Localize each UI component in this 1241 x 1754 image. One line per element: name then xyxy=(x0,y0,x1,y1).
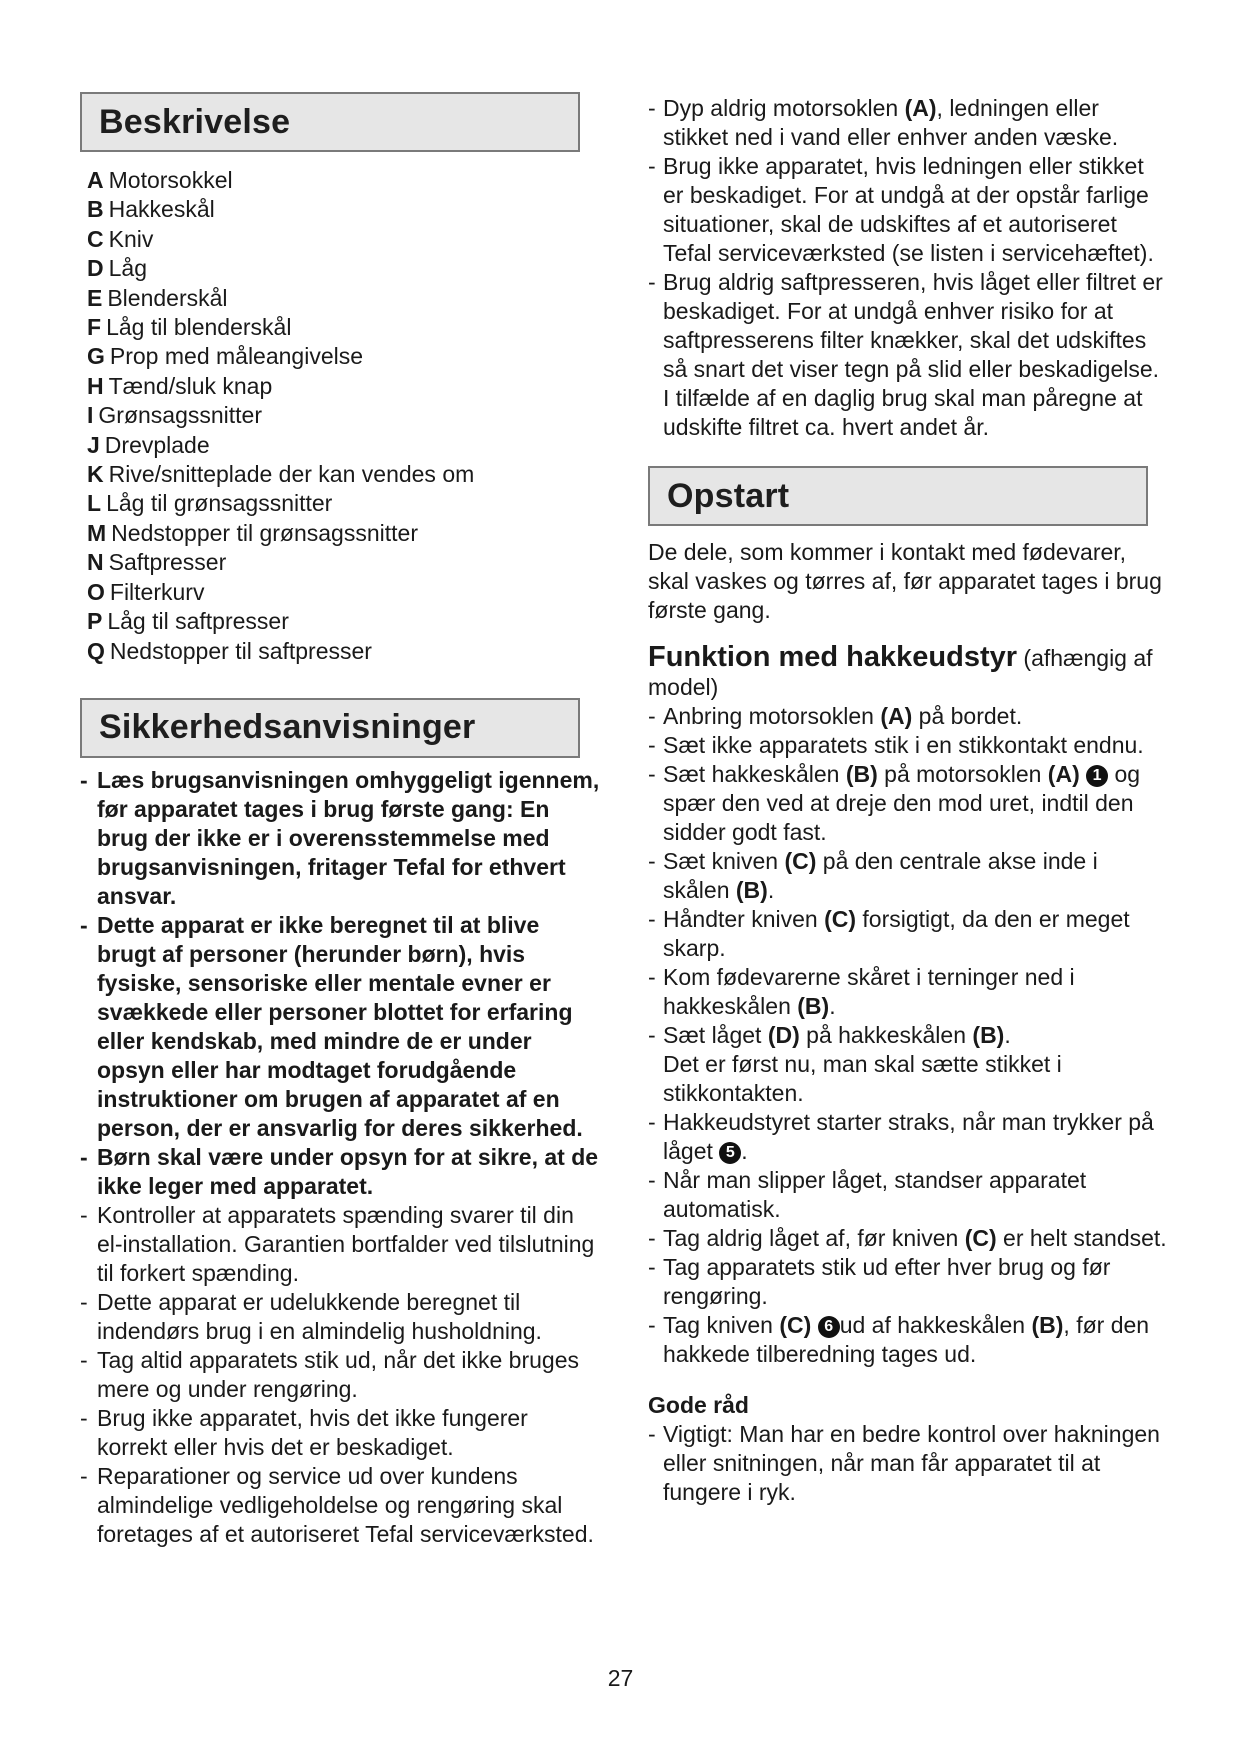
part-name: Filterkurv xyxy=(109,578,205,605)
parts-list-item xyxy=(87,166,600,195)
parts-list-item xyxy=(87,342,600,371)
function-item: - Sæt hakkeskålen (B) på motorsoklen (A) 1 og spær den ved at dreje den mod uret, indtil den sidder godt fast. xyxy=(648,760,1168,847)
parts-list-item xyxy=(87,519,600,548)
part-letter: B xyxy=(87,196,104,223)
parts-list-item xyxy=(87,313,600,342)
part-letter: P xyxy=(87,608,103,635)
start-heading: Opstart xyxy=(648,466,1148,526)
part-letter: J xyxy=(87,431,100,458)
safety-item: - Tag altid apparatets stik ud, når det ikke bruges mere og under rengøring. xyxy=(80,1346,600,1404)
step-1-icon: 1 xyxy=(1086,765,1108,787)
parts-list-item xyxy=(87,637,600,666)
safety-item: - Brug ikke apparatet, hvis det ikke fungerer korrekt eller hvis det er beskadiget. xyxy=(80,1404,600,1462)
part-name: Låg til saftpresser xyxy=(107,608,289,635)
safety-item: - Kontroller at apparatets spænding svarer til din el-installation. Garantien bortfalder ved tilslutning til forkert spænding. xyxy=(80,1201,600,1288)
function-item: - Tag apparatets stik ud efter hver brug og før rengøring. xyxy=(648,1253,1168,1311)
part-letter: C xyxy=(87,225,104,252)
safety-item: - Dette apparat er udelukkende beregnet til indendørs brug i en almindelig husholdning. xyxy=(80,1288,600,1346)
part-name: Låg til grønsagssnitter xyxy=(106,490,333,517)
function-item: - Sæt kniven (C) på den centrale akse inde i skålen (B). xyxy=(648,847,1168,905)
part-name: Drevplade xyxy=(104,431,210,458)
tips-list xyxy=(648,1420,1168,1507)
part-name: Blenderskål xyxy=(107,284,228,311)
part-name: Hakkeskål xyxy=(108,196,215,223)
part-name: Motorsokkel xyxy=(108,167,233,193)
parts-list xyxy=(87,166,600,666)
part-letter: H xyxy=(87,372,104,399)
part-letter: D xyxy=(87,255,104,282)
parts-list-item xyxy=(87,489,600,518)
safety-item: - Reparationer og service ud over kundens almindelige vedligeholdelse og rengøring skal foretages af et autoriseret Tefal serviceværksted. xyxy=(80,1462,600,1549)
part-name: Tænd/sluk knap xyxy=(108,372,273,399)
function-heading: Funktion med hakkeudstyr (afhængig af model) xyxy=(648,641,1153,700)
part-name: Rive/snitteplade der kan vendes om xyxy=(108,461,475,488)
parts-list-item xyxy=(87,195,600,224)
part-name: Prop med måleangivelse xyxy=(109,343,364,370)
description-heading: Beskrivelse xyxy=(80,92,580,152)
parts-list-item xyxy=(87,225,600,254)
part-letter: I xyxy=(87,402,94,429)
part-name: Nedstopper til grønsagssnitter xyxy=(111,519,418,546)
right-column xyxy=(648,94,1168,1507)
part-name: Grønsagssnitter xyxy=(98,402,262,429)
function-list xyxy=(648,702,1168,1369)
function-item: - Sæt låget (D) på hakkeskålen (B). Det er først nu, man skal sætte stikket i stikkontakten. xyxy=(648,1021,1168,1108)
safety-item: - Læs brugsanvisningen omhyggeligt igennem, før apparatet tages i brug første gang: En brug der ikke er i overensstemmelse med brugsanvisningen, fritager Tefal for ethvert ansvar. xyxy=(80,766,600,911)
tips-item: - Vigtigt: Man har en bedre kontrol over hakningen eller snitningen, når man får apparatet til at fungere i ryk. xyxy=(648,1420,1168,1507)
parts-list-item xyxy=(87,401,600,430)
safety-item: - Brug ikke apparatet, hvis ledningen eller stikket er beskadiget. For at undgå at der opstår farlige situationer, skal de udskiftes af et autoriseret Tefal serviceværksted (se listen i servicehæftet). xyxy=(648,152,1168,268)
part-letter: Q xyxy=(87,637,105,664)
page-number: 27 xyxy=(607,1665,634,1691)
part-letter: M xyxy=(87,519,107,546)
function-item: - Anbring motorsoklen (A) på bordet. xyxy=(648,702,1168,731)
function-item: - Hakkeudstyret starter straks, når man trykker på låget 5 . xyxy=(648,1108,1168,1166)
part-name: Saftpresser xyxy=(108,549,227,576)
function-item: - Håndter kniven (C) forsigtigt, da den er meget skarp. xyxy=(648,905,1168,963)
part-name: Kniv xyxy=(108,225,154,252)
safety-heading: Sikkerhedsanvisninger xyxy=(80,698,580,758)
part-letter: O xyxy=(87,578,105,605)
parts-list-item xyxy=(87,548,600,577)
safety-list-continued xyxy=(648,94,1168,442)
tips-heading: Gode råd xyxy=(648,1392,749,1418)
function-item: - Tag kniven (C) 6 ud af hakkeskålen (B), før den hakkede tilberedning tages ud. xyxy=(648,1311,1168,1369)
safety-list xyxy=(80,766,600,1549)
part-letter: F xyxy=(87,314,102,341)
part-letter: K xyxy=(87,461,104,488)
step-6-icon: 6 xyxy=(818,1316,840,1338)
parts-list-item xyxy=(87,578,600,607)
safety-item: - Børn skal være under opsyn for at sikre, at de ikke leger med apparatet. xyxy=(80,1143,600,1201)
part-letter: G xyxy=(87,343,105,370)
left-column xyxy=(80,92,600,1549)
function-item: - Sæt ikke apparatets stik i en stikkontakt endnu. xyxy=(648,731,1168,760)
safety-item: - Brug aldrig saftpresseren, hvis låget eller filtret er beskadiget. For at undgå enhver risiko for at saftpresserens filter knækker, skal det udskiftes så snart det viser tegn på slid eller beskadigelse. I tilfælde af en daglig brug skal man påregne at udskifte filtret ca. hvert andet år. xyxy=(648,268,1168,442)
part-name: Nedstopper til saftpresser xyxy=(109,637,372,664)
function-item: - Når man slipper låget, standser apparatet automatisk. xyxy=(648,1166,1168,1224)
part-name: Låg xyxy=(108,255,147,282)
safety-item: - Dyp aldrig motorsoklen (A), ledningen eller stikket ned i vand eller enhver anden væske. xyxy=(648,94,1168,152)
parts-list-item xyxy=(87,372,600,401)
parts-list-item xyxy=(87,284,600,313)
part-name: Låg til blenderskål xyxy=(106,314,292,341)
safety-item: - Dette apparat er ikke beregnet til at blive brugt af personer (herunder børn), hvis fysiske, sensoriske eller mentale evner er svækkede eller personer blottet for erfaring eller kendskab, med mindre de er under opsyn eller har modtaget forudgående instruktioner om brugen af apparatet af en person, der er ansvarlig for deres sikkerhed. xyxy=(80,911,600,1143)
step-5-icon: 5 xyxy=(719,1142,741,1164)
parts-list-item xyxy=(87,460,600,489)
part-letter: A xyxy=(87,167,104,193)
parts-list-item xyxy=(87,607,600,636)
parts-list-item xyxy=(87,431,600,460)
part-letter: N xyxy=(87,549,104,576)
part-letter: L xyxy=(87,490,102,517)
part-letter: E xyxy=(87,284,103,311)
start-text: De dele, som kommer i kontakt med fødevarer, skal vaskes og tørres af, før apparatet tages i brug første gang. xyxy=(648,539,1162,623)
function-item: - Kom fødevarerne skåret i terninger ned i hakkeskålen (B). xyxy=(648,963,1168,1021)
function-item: - Tag aldrig låget af, før kniven (C) er helt standset. xyxy=(648,1224,1168,1253)
parts-list-item xyxy=(87,254,600,283)
